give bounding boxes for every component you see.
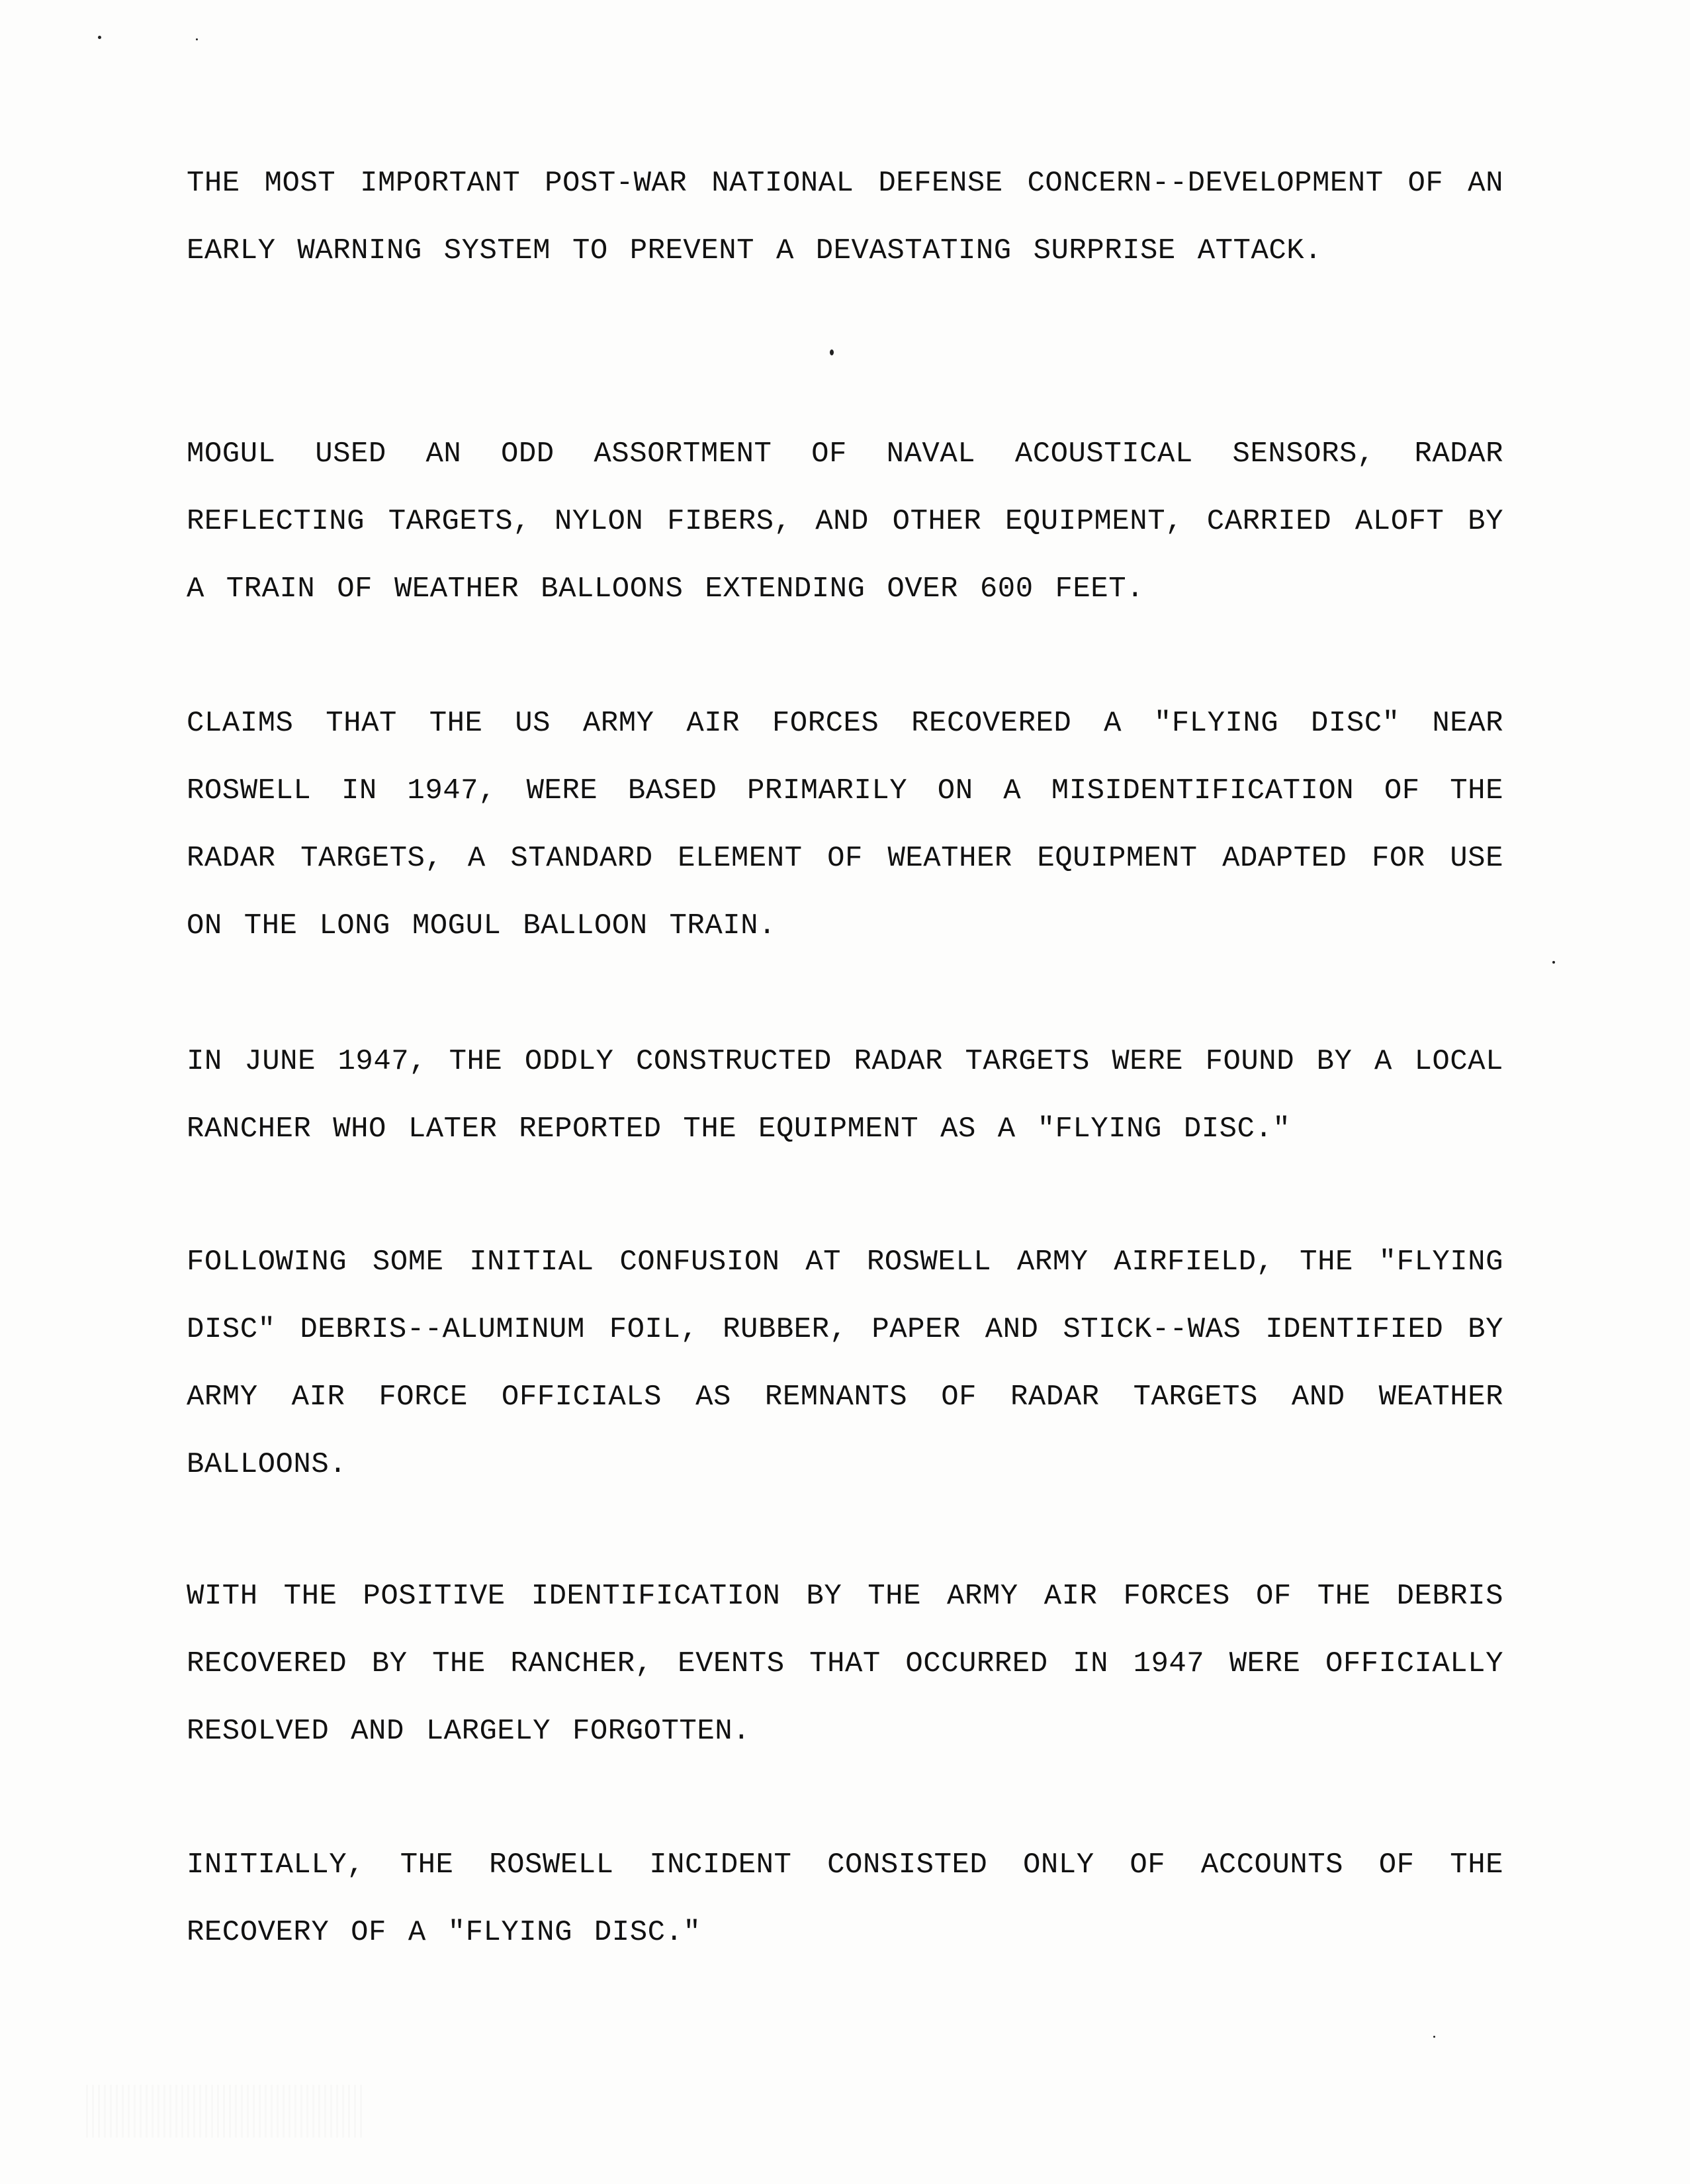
scan-noise	[86, 2085, 364, 2138]
paragraph-june-1947: IN JUNE 1947, THE ODDLY CONSTRUCTED RADAR TARGETS WERE FOUND BY A LOCAL RANCHER WHO LATER REPORTED THE EQUIPMENT AS A "FLYING DISC."	[187, 1045, 1503, 1146]
paragraph-flying-disc-claims: CLAIMS THAT THE US ARMY AIR FORCES RECOVERED A "FLYING DISC" NEAR ROSWELL IN 1947, WERE BASED PRIMARILY ON A MISIDENTIFICATION OF THE RADAR TARGETS, A STANDARD ELEMENT OF WEATHER EQUIPMENT ADAPTED FOR USE ON THE LONG MOGUL BALLOON TRAIN.	[187, 707, 1503, 942]
scan-speck	[1552, 961, 1555, 964]
paragraph-roswell-incident: INITIALLY, THE ROSWELL INCIDENT CONSISTED ONLY OF ACCOUNTS OF THE RECOVERY OF A "FLYING DISC."	[187, 1848, 1503, 1949]
paragraph-mogul-equipment: MOGUL USED AN ODD ASSORTMENT OF NAVAL ACOUSTICAL SENSORS, RADAR REFLECTING TARGETS, NYLON FIBERS, AND OTHER EQUIPMENT, CARRIED ALOFT BY A TRAIN OF WEATHER BALLOONS EXTENDING OVER 600 FEET.	[187, 437, 1503, 606]
scan-speck	[196, 38, 198, 40]
paragraph-officially-resolved: WITH THE POSITIVE IDENTIFICATION BY THE ARMY AIR FORCES OF THE DEBRIS RECOVERED BY THE RANCHER, EVENTS THAT OCCURRED IN 1947 WERE OFFICIALLY RESOLVED AND LARGELY FORGOTTEN.	[187, 1580, 1503, 1748]
scan-speck	[830, 349, 834, 355]
paragraph-debris-identified: FOLLOWING SOME INITIAL CONFUSION AT ROSWELL ARMY AIRFIELD, THE "FLYING DISC" DEBRIS--ALUMINUM FOIL, RUBBER, PAPER AND STICK--WAS IDENTIFIED BY ARMY AIR FORCE OFFICIALS AS REMNANTS OF RADAR TARGETS AND WEATHER BALLOONS.	[187, 1246, 1503, 1481]
paragraph-early-warning: THE MOST IMPORTANT POST-WAR NATIONAL DEFENSE CONCERN--DEVELOPMENT OF AN EARLY WARNING SYSTEM TO PREVENT A DEVASTATING SURPRISE ATTACK.	[187, 167, 1503, 267]
scan-speck	[1433, 2036, 1435, 2038]
scan-speck	[98, 36, 101, 39]
